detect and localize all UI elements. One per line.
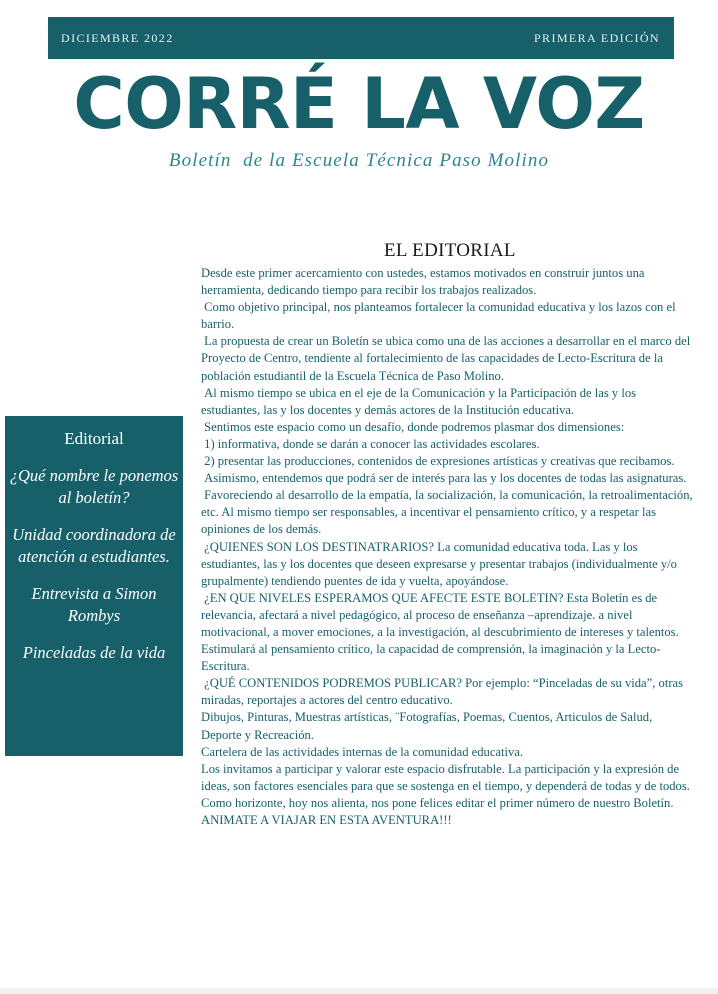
editorial-paragraph: Favoreciendo al desarrollo de la empatía, la socialización, la comunicación, la retroalimentación, etc. Al mismo tiempo ser responsables, a incentivar el pensamiento crítico, y a respetar las opiniones de los demás. <box>201 488 696 537</box>
editorial-paragraph: Sentimos este espacio como un desafío, donde podremos plasmar dos dimensiones: <box>201 419 625 434</box>
sidebar-item-interview: Entrevista a Simon Rombys <box>31 584 157 625</box>
newsletter-title: CORRÉ LA VOZ <box>73 63 645 145</box>
sidebar-item-newsletter-name: ¿Qué nombre le ponemos al boletín? <box>9 466 179 507</box>
contents-sidebar <box>5 416 183 756</box>
editorial-paragraph: ¿QUÉ CONTENIDOS PODREMOS PUBLICAR? Por ejemplo: “Pinceladas de su vida”, otras miradas, reportajes a actores del centro educativo. <box>201 676 687 708</box>
editorial-paragraph: Los invitamos a participar y valorar este espacio disfrutable. La participación y la expresión de ideas, son factores esenciales para que se sostenga en el tiempo, y dependerá de todas y de todos. <box>201 761 690 793</box>
sidebar-item-editorial: Editorial <box>64 429 124 448</box>
editorial-paragraph: Al mismo tiempo se ubica en el eje de la Comunicación y la Participación de las y los estudiantes, las y los docentes y demás actores de la Institución educativa. <box>201 385 640 417</box>
editorial-paragraph: ¿EN QUE NIVELES ESPERAMOS QUE AFECTE ESTE BOLETIN? Esta Boletín es de relevancia, afectará a nivel pedagógico, al proceso de enseñanza –aprendizaje. a nivel motivacional, a mover emociones, a la investigación, al descubrimiento de intereses y talentos. Estimulará al pensamiento crítico, la capacidad de comprensión, la imaginación y la Lecto-Escritura. <box>201 590 682 674</box>
editorial-heading: EL EDITORIAL <box>384 240 516 261</box>
issue-date: DICIEMBRE 2022 <box>61 30 174 45</box>
editorial-paragraph: Asimismo, entendemos que podrá ser de interés para las y los docentes de todas las asignaturas. <box>201 471 687 486</box>
editorial-paragraph: Cartelera de las actividades internas de la comunidad educativa. <box>201 744 524 759</box>
editorial-paragraph: ¿QUIENES SON LOS DESTINATRARIOS? La comunidad educativa toda. Las y los estudiantes, las y los docentes que deseen expresarse y presentar trabajos (individualmente y/o grupalmente) tendiendo puentes de ida y vuelta, apoyándose. <box>201 539 681 588</box>
editorial-paragraph: 1) informativa, donde se darán a conocer las actividades escolares. <box>201 436 540 451</box>
editorial-body <box>201 265 695 829</box>
editorial-paragraph: Como horizonte, hoy nos alienta, nos pone felices editar el primer número de nuestro Boletín. <box>201 795 674 810</box>
sidebar-item-pinceladas: Pinceladas de la vida <box>22 643 166 662</box>
editorial-paragraph: Dibujos, Pinturas, Muestras artísticas, ¨Fotografías, Poemas, Cuentos, Articulos de Salud, Deporte y Recreación. <box>201 710 656 742</box>
sidebar-item-coordinating-unit: Unidad coordinadora de atención a estudiantes. <box>12 525 176 566</box>
header-bar <box>48 17 674 59</box>
editorial-paragraph: Como objetivo principal, nos planteamos fortalecer la comunidad educativa y los lazos con el barrio. <box>201 300 679 332</box>
editorial-paragraph: La propuesta de crear un Boletín se ubica como una de las acciones a desarrollar en el marco del Proyecto de Centro, tendiente al fortalecimiento de las capacidades de Lecto-Escritura de la población estudiantil de la Escuela Técnica de Paso Molino. <box>201 334 694 383</box>
page-bottom-edge <box>0 988 718 994</box>
edition-label: PRIMERA EDICIÓN <box>533 30 660 45</box>
editorial-paragraph: 2) presentar las producciones, contenidos de expresiones artísticas y creativas que recibamos. <box>201 454 675 469</box>
newsletter-subtitle: Boletín de la Escuela Técnica Paso Molino <box>168 150 550 171</box>
editorial-paragraph: ANIMATE A VIAJAR EN ESTA AVENTURA!!! <box>201 813 452 827</box>
editorial-paragraph: Desde este primer acercamiento con ustedes, estamos motivados en construir juntos una herramienta, dedicando tiempo para recibir los trabajos realizados. <box>201 266 648 298</box>
